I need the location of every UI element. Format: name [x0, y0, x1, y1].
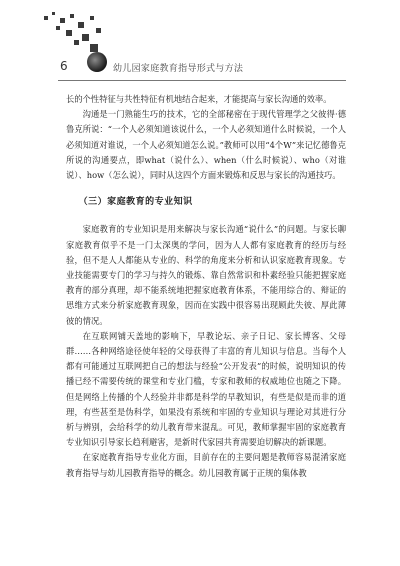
book-logo-icon	[87, 52, 107, 72]
page-header	[0, 0, 400, 92]
paragraph: 沟通是一门熟能生巧的技术，它的全部秘密在于现代管理学之父彼得·德鲁克所说：“一个人必须知道该说什么，一个人必须知道什么时候说，一个人必须知道对谁说，一个人必须知道怎么说。”教师可以用“4个W”来记忆德鲁克所说的沟通要点，即what（说什么）、when（什么时候说）、who（对谁说）、how（怎么说），同时从这四个方面来锻炼和反思与家长的沟通技巧。	[66, 109, 346, 181]
paragraph: 在家庭教育指导专业化方面，目前存在的主要问题是教师容易混淆家庭教育指导与幼儿园教育指导的概念。幼儿园教育属于正规的集体教	[66, 452, 346, 478]
page-body	[66, 92, 346, 481]
paragraph: 家庭教育的专业知识是用来解决与家长沟通“说什么”的问题。与家长聊家庭教育似乎不是一门太深奥的学问，因为人人都有家庭教育的经历与经验，但不是人人都能从专业的、科学的角度来分析和认识家庭教育现象。专业技能需要专门的学习与持久的锻炼、靠自然常识和朴素经验只能把握家庭教育的部分真理，却不能系统地把握家庭教育体系，不能用综合的、辩证的思维方式来分析家庭教育现象，因而在实践中很容易出现顾此失彼、厚此薄彼的情况。	[66, 224, 346, 326]
paragraph: 长的个性特征与共性特征有机地结合起来，才能提高与家长沟通的效率。	[66, 94, 332, 104]
running-header-title: 幼儿园家庭教育指导形式与方法	[113, 64, 244, 74]
section-heading: （三）家庭教育的专业知识	[78, 197, 193, 208]
paragraph: 在互联网铺天盖地的影响下，早教论坛、亲子日记、家长博客、父母群……各种网络途径使年轻的父母获得了丰富的育儿知识与信息。当每个人都有可能通过互联网把自己的想法与经验“公开发表”的时候，说明知识的传播已经不需要传统的课堂和专业门槛，专家和教师的权威地位也随之下降。但是网络上传播的个人经验并非都是科学的早教知识，有些是似是而非的道理，有些甚至是伪科学，如果没有系统和牢固的专业知识与理论对其进行分析与辨别，会给科学的幼儿教育带来混乱。可见，教师掌握牢固的家庭教育专业知识引导家长趋利避害，是新时代家园共育需要迫切解决的新课题。	[66, 330, 346, 448]
page-number: 6	[60, 59, 68, 73]
header-divider	[58, 80, 346, 81]
